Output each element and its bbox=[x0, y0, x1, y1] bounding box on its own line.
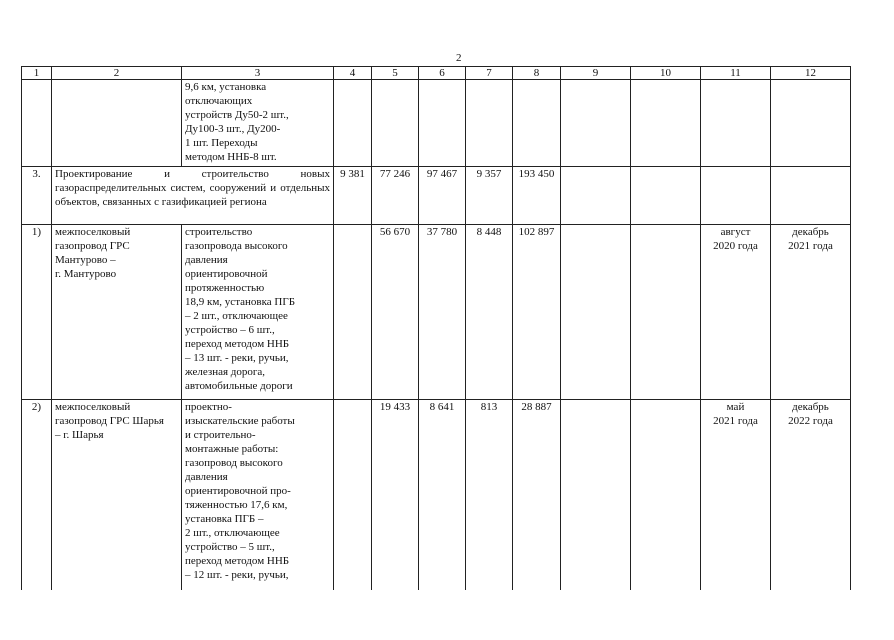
cell-end-date: декабрь 2021 года bbox=[771, 225, 851, 400]
cell-end-date: декабрь 2022 года bbox=[771, 400, 851, 591]
column-header-2: 2 bbox=[52, 67, 182, 80]
cell-name: межпоселковый газопровод ГРС Мантурово – г. Мантурово bbox=[52, 225, 182, 400]
column-header-11: 11 bbox=[701, 67, 771, 80]
page-number: 2 bbox=[456, 52, 462, 64]
cell-number: 2) bbox=[22, 400, 52, 591]
cell-description: проектно- изыскательские работы и строительно- монтажные работы: газопровод высокого давления ориентировочной про- тяженностью 17,6 км, установка ПГБ – 2 шт., отключающее устройство – 5 шт., переход методом ННБ – 12 шт. - реки, ручьи, bbox=[182, 400, 334, 591]
cell-section-title: Проектирование и строительство новых газораспределительных систем, сооружений и отдельных объектов, связанных с газификацией региона bbox=[52, 167, 334, 225]
cell-col4: 9 381 bbox=[334, 167, 372, 225]
cell-col6: 8 641 bbox=[419, 400, 466, 591]
cell-number: 1) bbox=[22, 225, 52, 400]
cell-col6: 37 780 bbox=[419, 225, 466, 400]
cell-col5: 56 670 bbox=[372, 225, 419, 400]
cell-col6: 97 467 bbox=[419, 167, 466, 225]
column-header-3: 3 bbox=[182, 67, 334, 80]
table-row-continuation bbox=[22, 80, 851, 167]
table-row-2 bbox=[22, 400, 851, 591]
column-header-6: 6 bbox=[419, 67, 466, 80]
table-row-1 bbox=[22, 225, 851, 400]
cell-name: межпоселковый газопровод ГРС Шарья – г. Шарья bbox=[52, 400, 182, 591]
table-row-section-3 bbox=[22, 167, 851, 225]
column-number-row bbox=[22, 67, 851, 80]
cell-col4 bbox=[334, 400, 372, 591]
cell-description: 9,6 км, установка отключающих устройств Ду50-2 шт., Ду100-3 шт., Ду200- 1 шт. Переходы методом ННБ-8 шт. bbox=[182, 80, 334, 167]
cell-col5: 77 246 bbox=[372, 167, 419, 225]
column-header-8: 8 bbox=[513, 67, 561, 80]
column-header-5: 5 bbox=[372, 67, 419, 80]
cell-col8: 102 897 bbox=[513, 225, 561, 400]
column-header-12: 12 bbox=[771, 67, 851, 80]
cell-col9 bbox=[561, 225, 631, 400]
cell-col7: 8 448 bbox=[466, 225, 513, 400]
cell-col8: 193 450 bbox=[513, 167, 561, 225]
cell-col7: 813 bbox=[466, 400, 513, 591]
cell-col4 bbox=[334, 225, 372, 400]
cell-col7: 9 357 bbox=[466, 167, 513, 225]
cell-col5: 19 433 bbox=[372, 400, 419, 591]
cell-col10 bbox=[631, 225, 701, 400]
cell-start-date: май 2021 года bbox=[701, 400, 771, 591]
cell-start-date: август 2020 года bbox=[701, 225, 771, 400]
program-table bbox=[21, 66, 851, 590]
column-header-1: 1 bbox=[22, 67, 52, 80]
column-header-10: 10 bbox=[631, 67, 701, 80]
cell-col10 bbox=[631, 400, 701, 591]
column-header-9: 9 bbox=[561, 67, 631, 80]
cell-number bbox=[22, 80, 52, 167]
column-header-4: 4 bbox=[334, 67, 372, 80]
column-header-7: 7 bbox=[466, 67, 513, 80]
cell-col8: 28 887 bbox=[513, 400, 561, 591]
cell-name bbox=[52, 80, 182, 167]
cell-number: 3. bbox=[22, 167, 52, 225]
cell-col9 bbox=[561, 400, 631, 591]
cell-description: строительство газопровода высокого давления ориентировочной протяженностью 18,9 км, установка ПГБ – 2 шт., отключающее устройство – 6 шт., переход методом ННБ – 13 шт. - реки, ручьи, железная дорога, автомобильные дороги bbox=[182, 225, 334, 400]
